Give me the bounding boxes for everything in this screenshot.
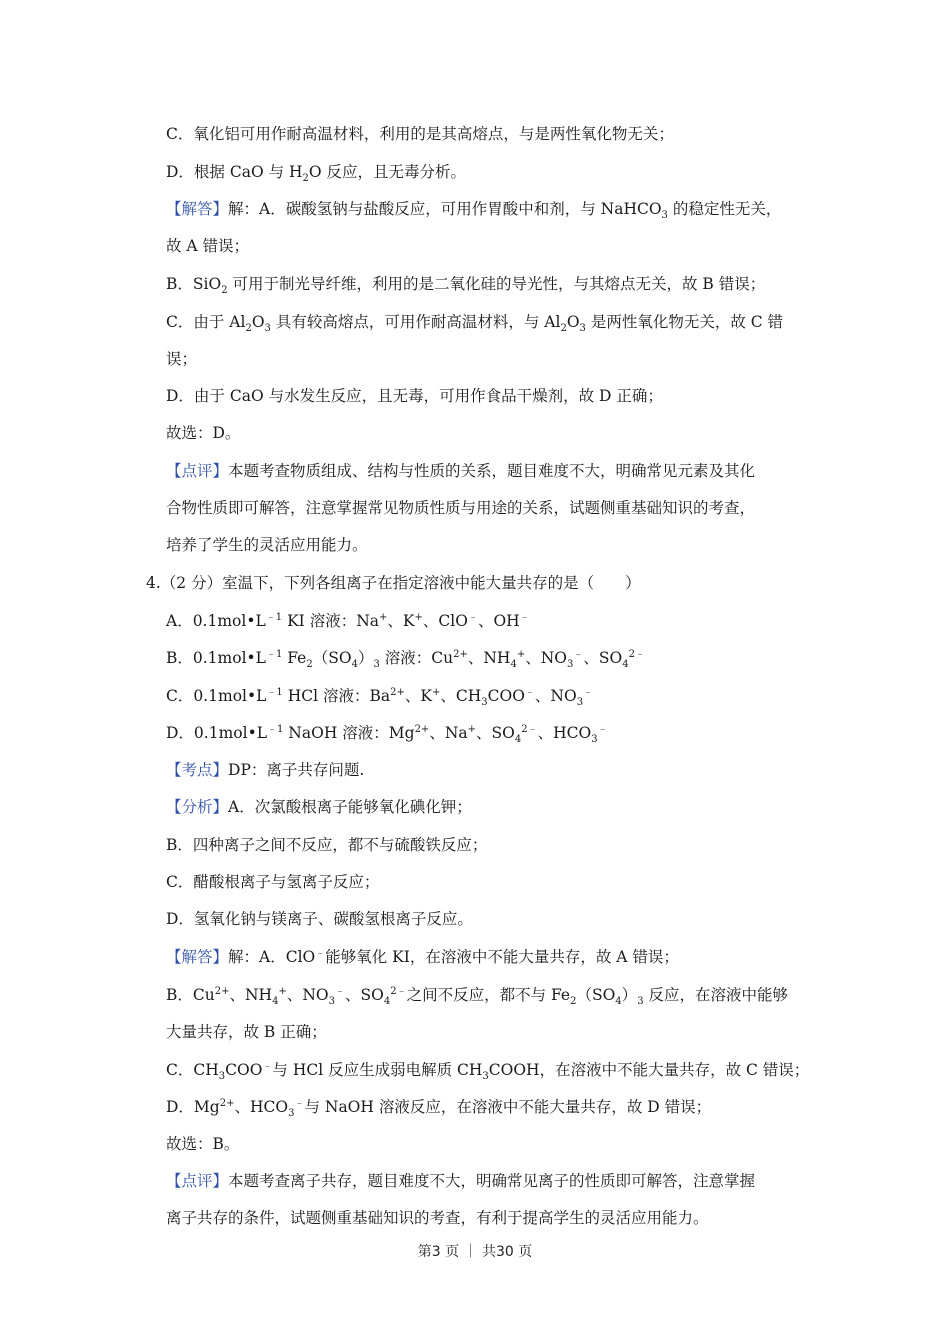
text-line: 【分析】A．次氯酸根离子能够氧化碘化钾；	[166, 798, 472, 816]
text-line: C．由于 $Al_2O_3$ 具有较高熔点，可用作耐高温材料，与 $Al_2O_3$ 是两性氧化物无关，故 C 错	[166, 313, 784, 335]
text-line: 大量共存，故 B 正确；	[166, 1023, 327, 1041]
text-line: 故选：D。	[166, 424, 241, 442]
text-line: 故 A 错误；	[166, 237, 250, 255]
text-line: C．醋酸根离子与氢离子反应；	[166, 873, 380, 891]
text-line: B．$Cu^{2+}$、$NH_4^+$、$NO_3^﹣$、$SO_4^{2﹣}$之间不反应，都不与 $Fe_2(SO_4)_3$ 反应，在溶液中能够	[166, 985, 788, 1008]
text-line: 合物性质即可解答，注意掌握常见物质性质与用途的关系，试题侧重基础知识的考查，	[166, 499, 756, 517]
text-line: B．SiO$_2$ 可用于制光导纤维，利用的是二氧化硅的导光性，与其熔点无关，故 B 错误；	[166, 275, 766, 297]
section-tag: 【解答】	[166, 948, 229, 966]
section-tag: 【考点】	[166, 761, 229, 779]
page-footer: 第3 页 ｜ 共30 页	[417, 1244, 533, 1260]
text-line: 【解答】解：A．碳酸氢钠与盐酸反应，可用作胃酸中和剂，与 NaHCO$_3$ 的稳定性无关，	[166, 200, 782, 222]
question-line: 4.（2 分）室温下，下列各组离子在指定溶液中能大量共存的是（ ）	[146, 574, 641, 592]
section-tag: 【解答】	[166, 200, 229, 218]
text-line: 培养了学生的灵活应用能力。	[166, 536, 368, 554]
text-line: 【点评】本题考查物质组成、结构与性质的关系，题目难度不大，明确常见元素及其化	[166, 462, 756, 480]
section-tag: 【分析】	[166, 798, 229, 816]
text-line: C．$CH_3COO^﹣$与 HCl 反应生成弱电解质 $CH_3COOH$，在溶液中不能大量共存，故 C 错误；	[166, 1060, 810, 1083]
text-line: A．$0.1mol•L^{﹣1}$ KI 溶液：Na+、K+、ClO﹣、OH﹣	[166, 611, 530, 630]
text-line: D．由于 CaO 与水发生反应，且无毒，可用作食品干燥剂，故 D 正确；	[166, 387, 663, 405]
text-line: 【考点】DP：离子共存问题.	[166, 761, 365, 779]
text-line: 离子共存的条件，试题侧重基础知识的考查，有利于提高学生的灵活应用能力。	[166, 1209, 709, 1227]
text-line: C．氧化铝可用作耐高温材料，利用的是其高熔点，与是两性氧化物无关；	[166, 125, 674, 143]
text-line: D．$Mg^{2+}$、$HCO_3^﹣$与 NaOH 溶液反应，在溶液中不能大量共存，故 D 错误；	[166, 1097, 712, 1120]
text-line: D．氢氧化钠与镁离子、碳酸氢根离子反应。	[166, 910, 473, 928]
section-tag: 【点评】	[166, 462, 229, 480]
text-line: 【解答】解：A．ClO﹣能够氧化 KI，在溶液中不能大量共存，故 A 错误；	[166, 947, 679, 966]
text-line: B．$0.1mol•L^{﹣1}$ $Fe_2(SO_4)_3$ 溶液：$Cu^{2+}$、$NH_4^+$、$NO_3^﹣$、$SO_4^{2﹣}$	[166, 648, 645, 671]
section-tag: 【点评】	[166, 1172, 229, 1190]
text-line: 误；	[166, 350, 198, 368]
text-line: 故选：B。	[166, 1135, 240, 1153]
text-line: 【点评】本题考查离子共存，题目难度不大，明确常见离子的性质即可解答，注意掌握	[166, 1172, 756, 1190]
text-line: D．$0.1mol•L^{﹣1}$ NaOH 溶液：$Mg^{2+}$、Na+、$SO_4^{2﹣}$、$HCO_3^﹣$	[166, 723, 608, 746]
text-line: B．四种离子之间不反应，都不与硫酸铁反应；	[166, 836, 488, 854]
text-line: D．根据 CaO 与 $H_2O$ 反应，且无毒分析。	[166, 163, 467, 185]
text-line: C．$0.1mol•L^{﹣1}$ HCl 溶液：$Ba^{2+}$、K+、$CH_3COO^﹣$、$NO_3^﹣$	[166, 686, 594, 709]
